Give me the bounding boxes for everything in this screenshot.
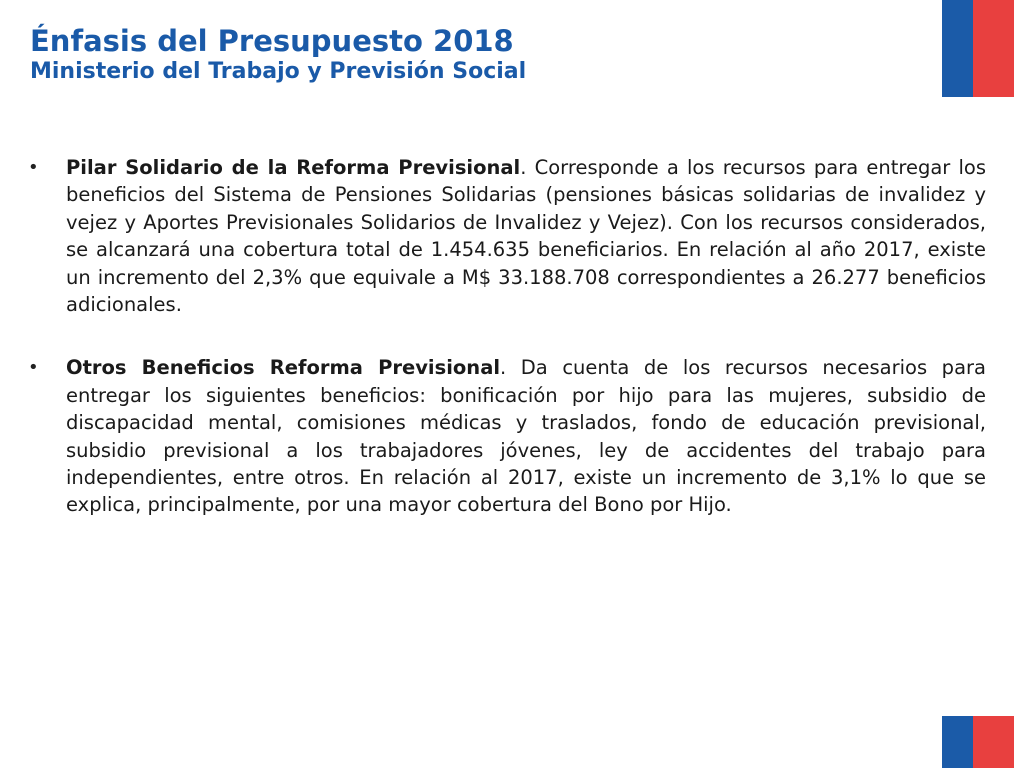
- slide-subtitle: Ministerio del Trabajo y Previsión Social: [30, 59, 527, 84]
- bullet-text: [66, 154, 986, 318]
- bullet-marker: •: [28, 357, 39, 379]
- bullet-item-pilar-solidario: [28, 154, 986, 318]
- slide-content: [28, 154, 986, 555]
- flag-logo-bottom: [942, 716, 1014, 768]
- flag-blue-stripe: [942, 0, 973, 97]
- bullet-item-otros-beneficios: [28, 354, 986, 518]
- bullet-heading: Pilar Solidario de la Reforma Previsional: [66, 156, 521, 179]
- flag-red-stripe: [973, 0, 1014, 97]
- bullet-body: . Da cuenta de los recursos necesarios para entregar los siguientes beneficios: bonificación por hijo para las mujeres, subsidio de discapacidad mental, comisiones médicas y traslados, fondo de educación previsional, subsidio previsional a los trabajadores jóvenes, ley de accidentes del trabajo para independientes, entre otros. En relación al 2017, existe un incremento de 3,1% lo que se explica, principalmente, por una mayor cobertura del Bono por Hijo.: [66, 356, 986, 517]
- bullet-body: . Corresponde a los recursos para entregar los beneficios del Sistema de Pensiones Solidarias (pensiones básicas solidarias de invalidez y vejez y Aportes Previsionales Solidarios de Invalidez y Vejez). Con los recursos considerados, se alcanzará una cobertura total de 1.454.635 beneficiarios. En relación al año 2017, existe un incremento del 2,3% que equivale a M$ 33.188.708 correspondientes a 26.277 beneficios adicionales.: [66, 156, 987, 317]
- bullet-heading: Otros Beneficios Reforma Previsional: [66, 356, 501, 380]
- slide-header: [30, 24, 910, 86]
- slide-title: Énfasis del Presupuesto 2018: [30, 24, 514, 58]
- flag-blue-stripe: [942, 716, 973, 768]
- bullet-marker: •: [28, 157, 39, 178]
- flag-red-stripe: [973, 716, 1014, 768]
- bullet-text: [66, 354, 986, 518]
- flag-logo-top: [942, 0, 1014, 97]
